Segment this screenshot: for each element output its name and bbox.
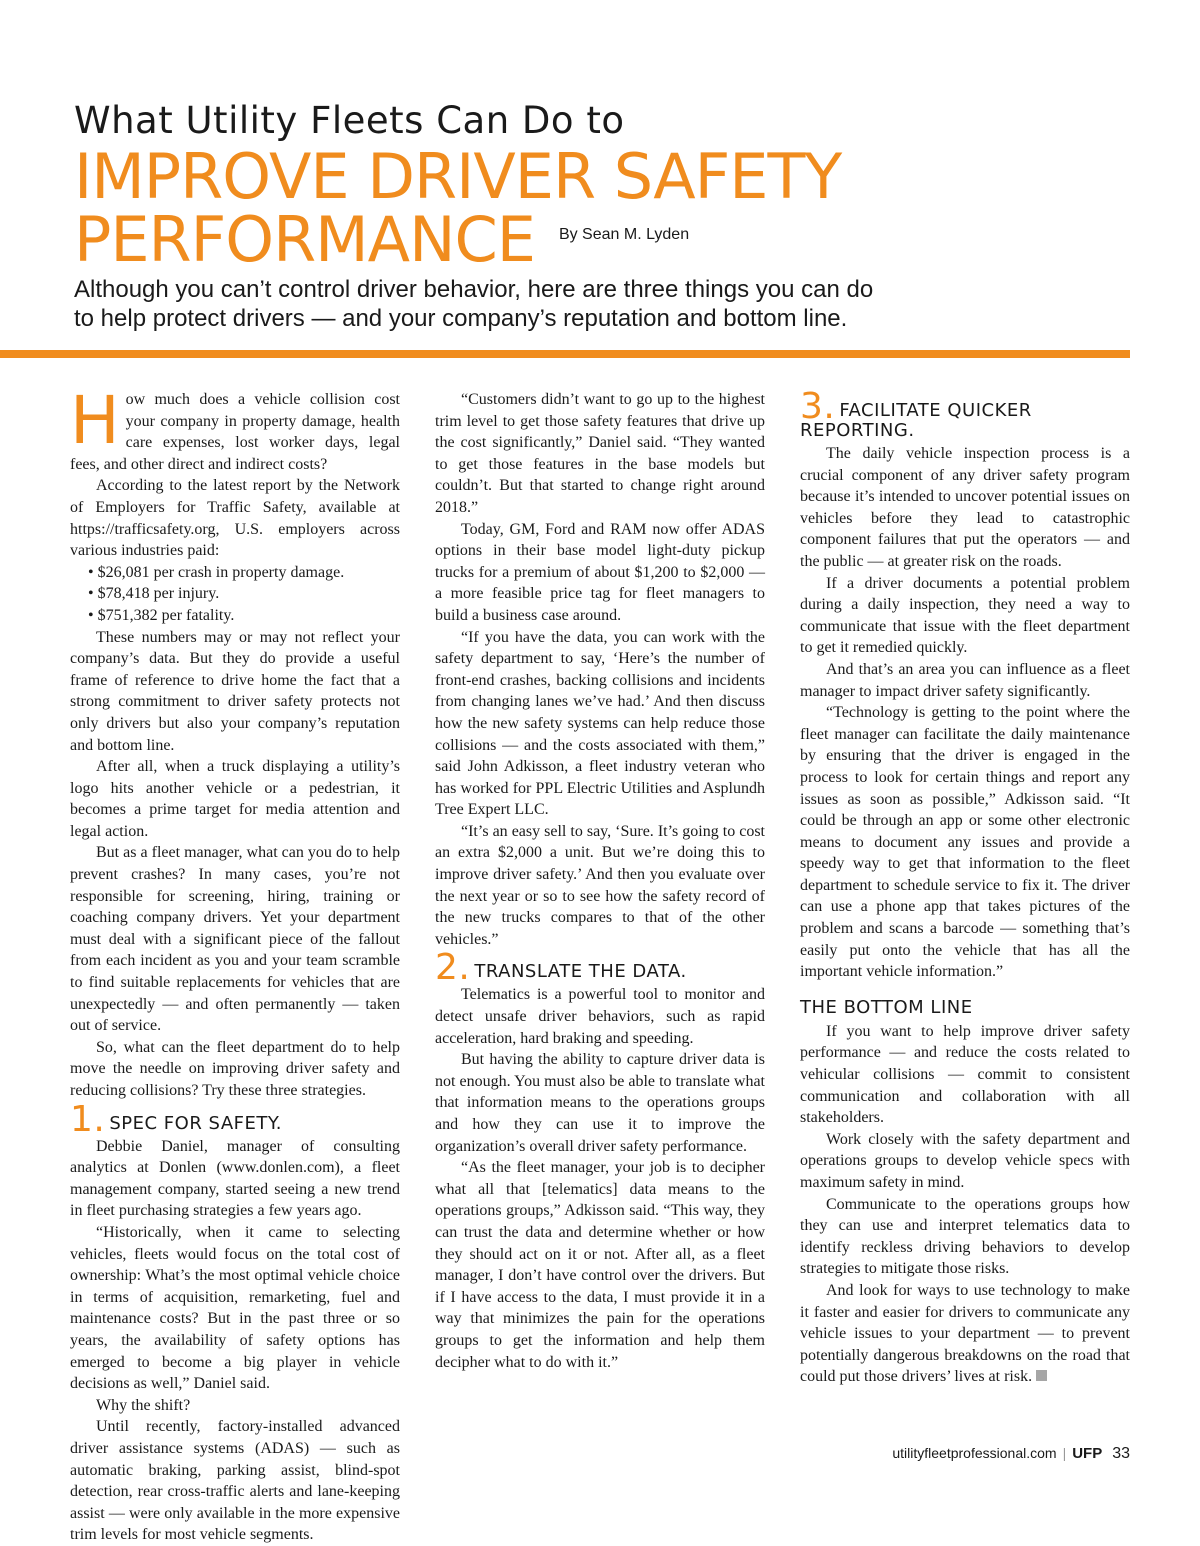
final-paragraph-text: And look for ways to use technology to make it faster and easier for drivers to communicate any vehicle issues to your department — to prevent potentially dangerous breakdowns on the road that could put those drivers’ lives at risk. [800, 1281, 1130, 1386]
section-heading-1 [70, 1098, 400, 1140]
footer-separator: | [1062, 1445, 1067, 1461]
section-heading-3 [800, 386, 1130, 441]
paragraph: Communicate to the operations groups how they can use and interpret telematics data to identify reckless driving behaviors to develop strategies to mitigate those risks. [800, 1195, 1130, 1278]
paragraph: Why the shift? [96, 1396, 191, 1414]
headline-line-2 [74, 203, 1144, 276]
list-item: • $751,382 per fatality. [88, 605, 400, 627]
paragraph: Today, GM, Ford and RAM now offer ADAS options in their base model light-duty pickup trucks for a premium of about $1,200 to $2,000 — a more feasible price tag for fleet managers to build a business case around. [435, 520, 765, 624]
paragraph: “It’s an easy sell to say, ‘Sure. It’s going to cost an extra $2,000 a unit. But we’re doing this to improve driver safety.’ And then you evaluate over the next year or so to see how the safety record of the new trucks compares to that of the other vehicles.” [435, 822, 765, 948]
section-number: 2. [435, 947, 471, 989]
section-title: FACILITATE QUICKER REPORTING. [800, 400, 1032, 441]
paragraph: But having the ability to capture driver data is not enough. You must also be able to translate what that information means to the operations groups and how they can use it to improve the organization’s overall driver safety performance. [435, 1051, 765, 1155]
footer-magazine: UFP [1072, 1445, 1103, 1462]
paragraph: “Historically, when it came to selecting vehicles, fleets would focus on the total cost of ownership: What’s the most optimal vehicle choice in terms of acquisition, remarketing, fuel and maintenance costs? But in the past three or so years, the availability of safety options has emerged to become a big player in vehicle decisions as well,” Daniel said. [70, 1223, 400, 1393]
paragraph: If a driver documents a potential problem during a daily inspection, they need a way to communicate that issue with the fleet department to get it remedied quickly. [800, 574, 1130, 657]
header-divider [0, 350, 1130, 358]
intro-text: ow much does a vehicle collision cost your company in property damage, health care expenses, lost worker days, legal fees, and other direct and indirect costs? [70, 391, 400, 473]
paragraph: “If you have the data, you can work with the safety department to say, ‘Here’s the number of front-end crashes, backing collisions and incidents from changing lanes we’ve had.’ And then discuss how the new safety systems can help reduce those collisions — and the costs associated with them,” said John Adkisson, a fleet industry veteran who has worked for PPL Electric Utilities and Asplundh Tree Expert LLC. [435, 628, 765, 819]
section-number: 1. [70, 1098, 106, 1140]
section-heading-2 [435, 947, 765, 989]
paragraph: After all, when a truck displaying a utility’s logo hits another vehicle or a pedestrian, it becomes a prime target for media attention and legal action. [70, 758, 400, 840]
article-column-3 [800, 386, 1130, 1388]
section-title: SPEC FOR SAFETY. [109, 1112, 282, 1134]
paragraph: And that’s an area you can influence as a fleet manager to impact driver safety significantly. [800, 660, 1130, 700]
article-column-1 [70, 382, 400, 1546]
end-mark-icon [1036, 1370, 1047, 1381]
paragraph: “As the fleet manager, your job is to decipher what all that [telematics] data means to the operations groups,” Adkisson said. “This way, they can trust the data and determine whether or how they should act on it or not. After all, as a fleet manager, I don’t have control over the drivers. But if I have access to the data, I must provide it in a way that minimizes the pain for the operations groups to get the information and help them decipher what to do with it.” [435, 1159, 765, 1371]
headline-line-1: IMPROVE DRIVER SAFETY [74, 140, 842, 213]
footer-site: utilityfleetprofessional.com [892, 1445, 1057, 1461]
article-deck [74, 275, 1134, 333]
article-headline [74, 140, 1144, 276]
cost-list [70, 562, 400, 627]
final-paragraph [800, 1280, 1130, 1388]
paragraph: These numbers may or may not reflect your company’s data. But they do provide a useful frame of reference to drive home the fact that a strong commitment to driver safety protects not only drivers but also your company’s reputation and bottom line. [70, 628, 400, 754]
paragraph: Until recently, factory-installed advanced driver assistance systems (ADAS) — such as automatic braking, parking assist, blind-spot detection, rear cross-traffic alerts and lane-keeping assist — were only available in the more expensive trim levels for most vehicle segments. [70, 1418, 400, 1544]
list-item: • $26,081 per crash in property damage. [88, 562, 400, 584]
section-number: 3. [800, 386, 836, 427]
paragraph: Debbie Daniel, manager of consulting analytics at Donlen (www.donlen.com), a fleet management company, started seeing a new trend in fleet purchasing strategies a few years ago. [70, 1137, 400, 1220]
paragraph: The daily vehicle inspection process is a crucial component of any driver safety program because it’s intended to uncover potential issues on vehicles before they lead to catastrophic component failures that put the operators — and the public — at greater risk on the roads. [800, 445, 1130, 570]
byline: By Sean M. Lyden [558, 226, 690, 243]
paragraph: Work closely with the safety department and operations groups to develop vehicle specs with maximum safety in mind. [800, 1130, 1130, 1191]
paragraph: Telematics is a powerful tool to monitor and detect unsafe driver behaviors, such as rapid acceleration, hard braking and speeding. [435, 986, 765, 1047]
list-item: • $78,418 per injury. [88, 583, 400, 605]
page-number: 33 [1112, 1445, 1130, 1462]
paragraph: According to the latest report by the Network of Employers for Traffic Safety, available at https://trafficsafety.org, U.S. employers across various industries paid: [70, 477, 400, 560]
section-title: TRANSLATE THE DATA. [474, 961, 687, 983]
drop-cap: H [70, 382, 120, 459]
paragraph: “Customers didn’t want to go up to the highest trim level to get those safety features that drive up the cost significantly,” Daniel said. “They wanted to get those features in the base models but couldn’t. But that started to change right around 2018.” [435, 391, 765, 516]
paragraph: “Technology is getting to the point where the fleet manager can facilitate the daily maintenance by ensuring that the driver is engaged in the process to look for certain things and report any issues as soon as possible,” Adkisson said. “It could be through an app or some other electronic means to document any issues and provide a speedy way to get that information to the fleet department to schedule service to fix it. The driver can use a phone app that takes pictures of the problem and scans a barcode — something that’s easily put onto the vehicle that has all the important vehicle information.” [800, 704, 1130, 981]
page-footer [892, 1445, 1130, 1463]
intro-paragraph [70, 382, 400, 475]
paragraph: So, what can the fleet department do to help move the needle on improving driver safety and reducing collisions? Try these three strategies. [70, 1038, 400, 1099]
deck-line-2: to help protect drivers — and your company’s reputation and bottom line. [74, 305, 848, 332]
bottom-line-heading: THE BOTTOM LINE [800, 996, 973, 1018]
article-kicker: What Utility Fleets Can Do to [74, 99, 625, 142]
paragraph: But as a fleet manager, what can you do to help prevent crashes? In many cases, you’re not responsible for screening, hiring, training or coaching company drivers. Yet your department must deal with a significant piece of the fallout from each incident as you and your team scramble to find suitable replacements for vehicles that are unexpectedly — and often permanently — taken out of service. [70, 844, 400, 1035]
paragraph: If you want to help improve driver safety performance — and reduce the costs related to vehicular collisions — commit to consistent communication and collaboration with all stakeholders. [800, 1022, 1130, 1127]
headline-line-2-text: PERFORMANCE [74, 203, 535, 276]
article-column-2 [435, 389, 765, 1373]
deck-line-1: Although you can’t control driver behavior, here are three things you can do [74, 276, 874, 303]
